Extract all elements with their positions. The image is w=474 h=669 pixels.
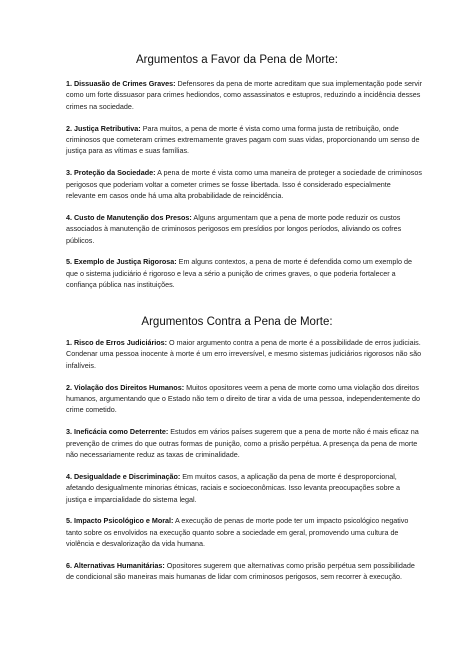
item-label: 6. Alternativas Humanitárias: [66, 561, 165, 571]
item-text: Muitos opositores veem a pena de morte como uma violação dos direitos humanos, argumentando que o Estado não tem o direito de tirar a vida de uma pessoa, independentemente do crime cometido. [66, 382, 421, 415]
item-text: Em alguns contextos, a pena de morte é defendida como um exemplo de que o sistema judiciário é rigoroso e leva a sério a punição de crimes graves, o que poderia fortalecer a confiança pública nas instituições. [66, 257, 412, 290]
item-text: Em muitos casos, a aplicação da pena de morte é desproporcional, afetando desigualmente minorias étnicas, raciais e socioeconômicas. Isso levanta preocupações sobre a justiça e imparcialidade do sistema legal. [66, 471, 401, 504]
contra-item [66, 337, 422, 371]
contra-item [66, 560, 422, 583]
item-text: Defensores da pena de morte acreditam que sua implementação pode servir como um forte dissuasor para crimes hediondos, como assassinatos e estupros, reduzindo a incidência desses crimes na sociedade. [66, 79, 422, 111]
item-label: 5. Impacto Psicológico e Moral: [66, 516, 174, 526]
item-label: 5. Exemplo de Justiça Rigorosa: [66, 257, 177, 267]
item-text: O maior argumento contra a pena de morte é a possibilidade de erros judiciais. Condenar uma pessoa inocente à morte é um erro irreversível, e mesmo sistemas judiciários rigorosos não são infalíveis. [66, 338, 422, 370]
item-label: 2. Justiça Retributiva: [66, 123, 141, 133]
item-label: 4. Custo de Manutenção dos Presos: [66, 212, 192, 222]
favor-item [66, 78, 422, 112]
item-label: 3. Proteção da Sociedade: [66, 168, 156, 178]
item-text: Para muitos, a pena de morte é vista como uma forma justa de retribuição, onde criminosos que cometeram crimes extremamente graves pagam com suas vidas, proporcionando um senso de justiça para as vítimas e suas famílias. [66, 123, 420, 156]
heading-contra: Argumentos Contra a Pena de Morte: [141, 316, 333, 328]
item-label: 2. Violação dos Direitos Humanos: [66, 382, 185, 392]
item-label: 1. Dissuasão de Crimes Graves: [66, 79, 176, 88]
item-label: 3. Ineficácia como Deterrente: [66, 427, 169, 437]
favor-item [66, 212, 422, 246]
contra-item [66, 471, 422, 505]
favor-item [66, 123, 422, 157]
item-text: Estudos em vários países sugerem que a pena de morte não é mais eficaz na prevenção de crimes do que outras formas de punição, como a prisão perpétua. A presença da pena de morte não necessariamente reduz as taxas de criminalidade. [66, 427, 419, 460]
item-text: A execução de penas de morte pode ter um impacto psicológico negativo tanto sobre os envolvidos na execução quanto sobre a sociedade em geral, promovendo uma cultura de violência e desvalorização da vida humana. [66, 516, 409, 549]
contra-list [66, 337, 422, 593]
item-text: Opositores sugerem que alternativas como prisão perpétua sem possibilidade de condicional são maneiras mais humanas de lidar com criminosos perigosos, sem recorrer à execução. [66, 561, 415, 582]
item-text: Alguns argumentam que a pena de morte pode reduzir os custos associados à manutenção de criminosos perigosos em presídios por longos períodos, aliviando os cofres públicos. [66, 212, 402, 245]
item-label: 4. Desigualdade e Discriminação: [66, 471, 181, 481]
item-text: A pena de morte é vista como uma maneira de proteger a sociedade de criminosos perigosos que poderiam voltar a cometer crimes se fosse libertada. Isso é considerado especialmente relevante em casos onde há uma alta probabilidade de reincidência. [66, 168, 422, 201]
contra-item [66, 382, 422, 416]
contra-item [66, 515, 422, 549]
favor-item [66, 256, 422, 290]
contra-item [66, 426, 422, 460]
favor-list [66, 78, 422, 301]
heading-favor: Argumentos a Favor da Pena de Morte: [136, 54, 338, 66]
item-label: 1. Risco de Erros Judiciários: [66, 338, 168, 347]
favor-item [66, 167, 422, 201]
